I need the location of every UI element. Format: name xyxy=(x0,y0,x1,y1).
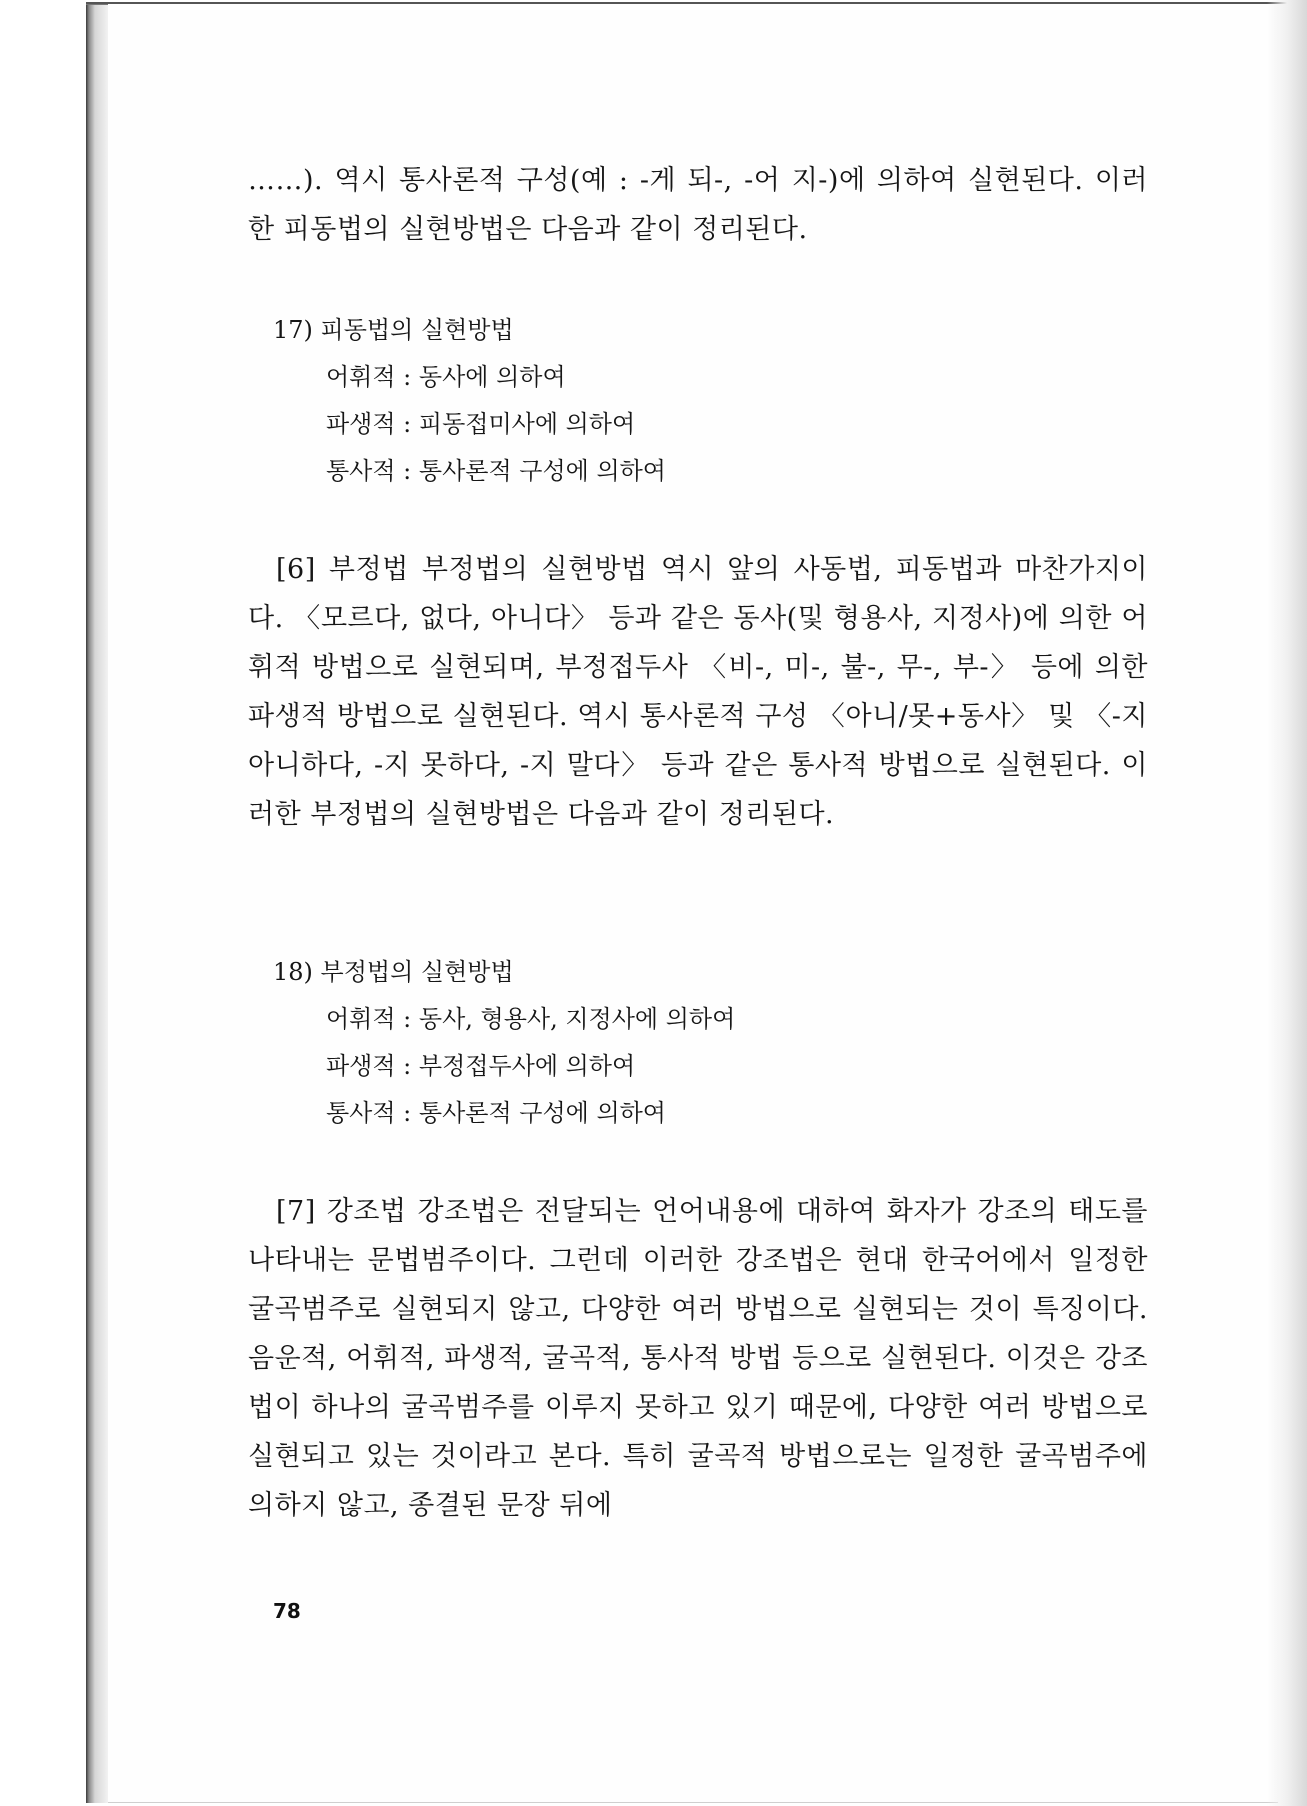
page-number: 78 xyxy=(273,1599,301,1623)
list-item: 파생적 : 피동접미사에 의하여 xyxy=(326,410,636,438)
list-item: 통사적 : 통사론적 구성에 의하여 xyxy=(326,1099,666,1127)
list-title: 17) 피동법의 실현방법 xyxy=(273,316,514,344)
list-item: 어휘적 : 동사, 형용사, 지정사에 의하여 xyxy=(326,1005,736,1033)
list-title: 18) 부정법의 실현방법 xyxy=(273,958,514,986)
list-negation-methods xyxy=(273,949,735,1137)
paragraph-emphasis-text: [7] 강조법 강조법은 전달되는 언어내용에 대하여 화자가 강조의 태도를 나타내는 문법범주이다. 그런데 이러한 강조법은 현대 한국어에서 일정한 굴곡범주로 실현되지 않고, 다양한 여러 방법으로 실현되는 것이 특징이다. 음운적, 어휘적, 파생적, 굴곡적, 통사적 방법 등으로 실현된다. 이것은 강조법이 하나의 굴곡범주를 이루지 못하고 있기 때문에, 다양한 여러 방법으로 실현되고 있는 것이라고 본다. 특히 굴곡적 방법으로는 일정한 굴곡범주에 의하지 않고, 종결된 문장 뒤에 xyxy=(248,1196,1148,1521)
paragraph-continued xyxy=(248,156,1148,254)
book-page xyxy=(108,4,1278,1803)
paragraph-continued-text: ……). 역시 통사론적 구성(예 : -게 되-, -어 지-)에 의하여 실현된다. 이러한 피동법의 실현방법은 다음과 같이 정리된다. xyxy=(248,165,1148,245)
book-spine-edge xyxy=(86,4,108,1803)
list-item: 파생적 : 부정접두사에 의하여 xyxy=(326,1052,636,1080)
right-page-shadow xyxy=(1267,0,1307,1806)
list-item: 어휘적 : 동사에 의하여 xyxy=(326,363,566,391)
paragraph-negation xyxy=(248,545,1148,839)
list-passive-methods xyxy=(273,307,666,495)
paragraph-emphasis xyxy=(248,1187,1148,1530)
list-item: 통사적 : 통사론적 구성에 의하여 xyxy=(326,457,666,485)
paragraph-negation-text: [6] 부정법 부정법의 실현방법 역시 앞의 사동법, 피동법과 마찬가지이다. 〈모르다, 없다, 아니다〉 등과 같은 동사(및 형용사, 지정사)에 의한 어휘적 방법으로 실현되며, 부정접두사 〈비-, 미-, 불-, 무-, 부-〉 등에 의한 파생적 방법으로 실현된다. 역시 통사론적 구성 〈아니/못+동사〉 및 〈-지 아니하다, -지 못하다, -지 말다〉 등과 같은 통사적 방법으로 실현된다. 이러한 부정법의 실현방법은 다음과 같이 정리된다. xyxy=(248,554,1148,830)
